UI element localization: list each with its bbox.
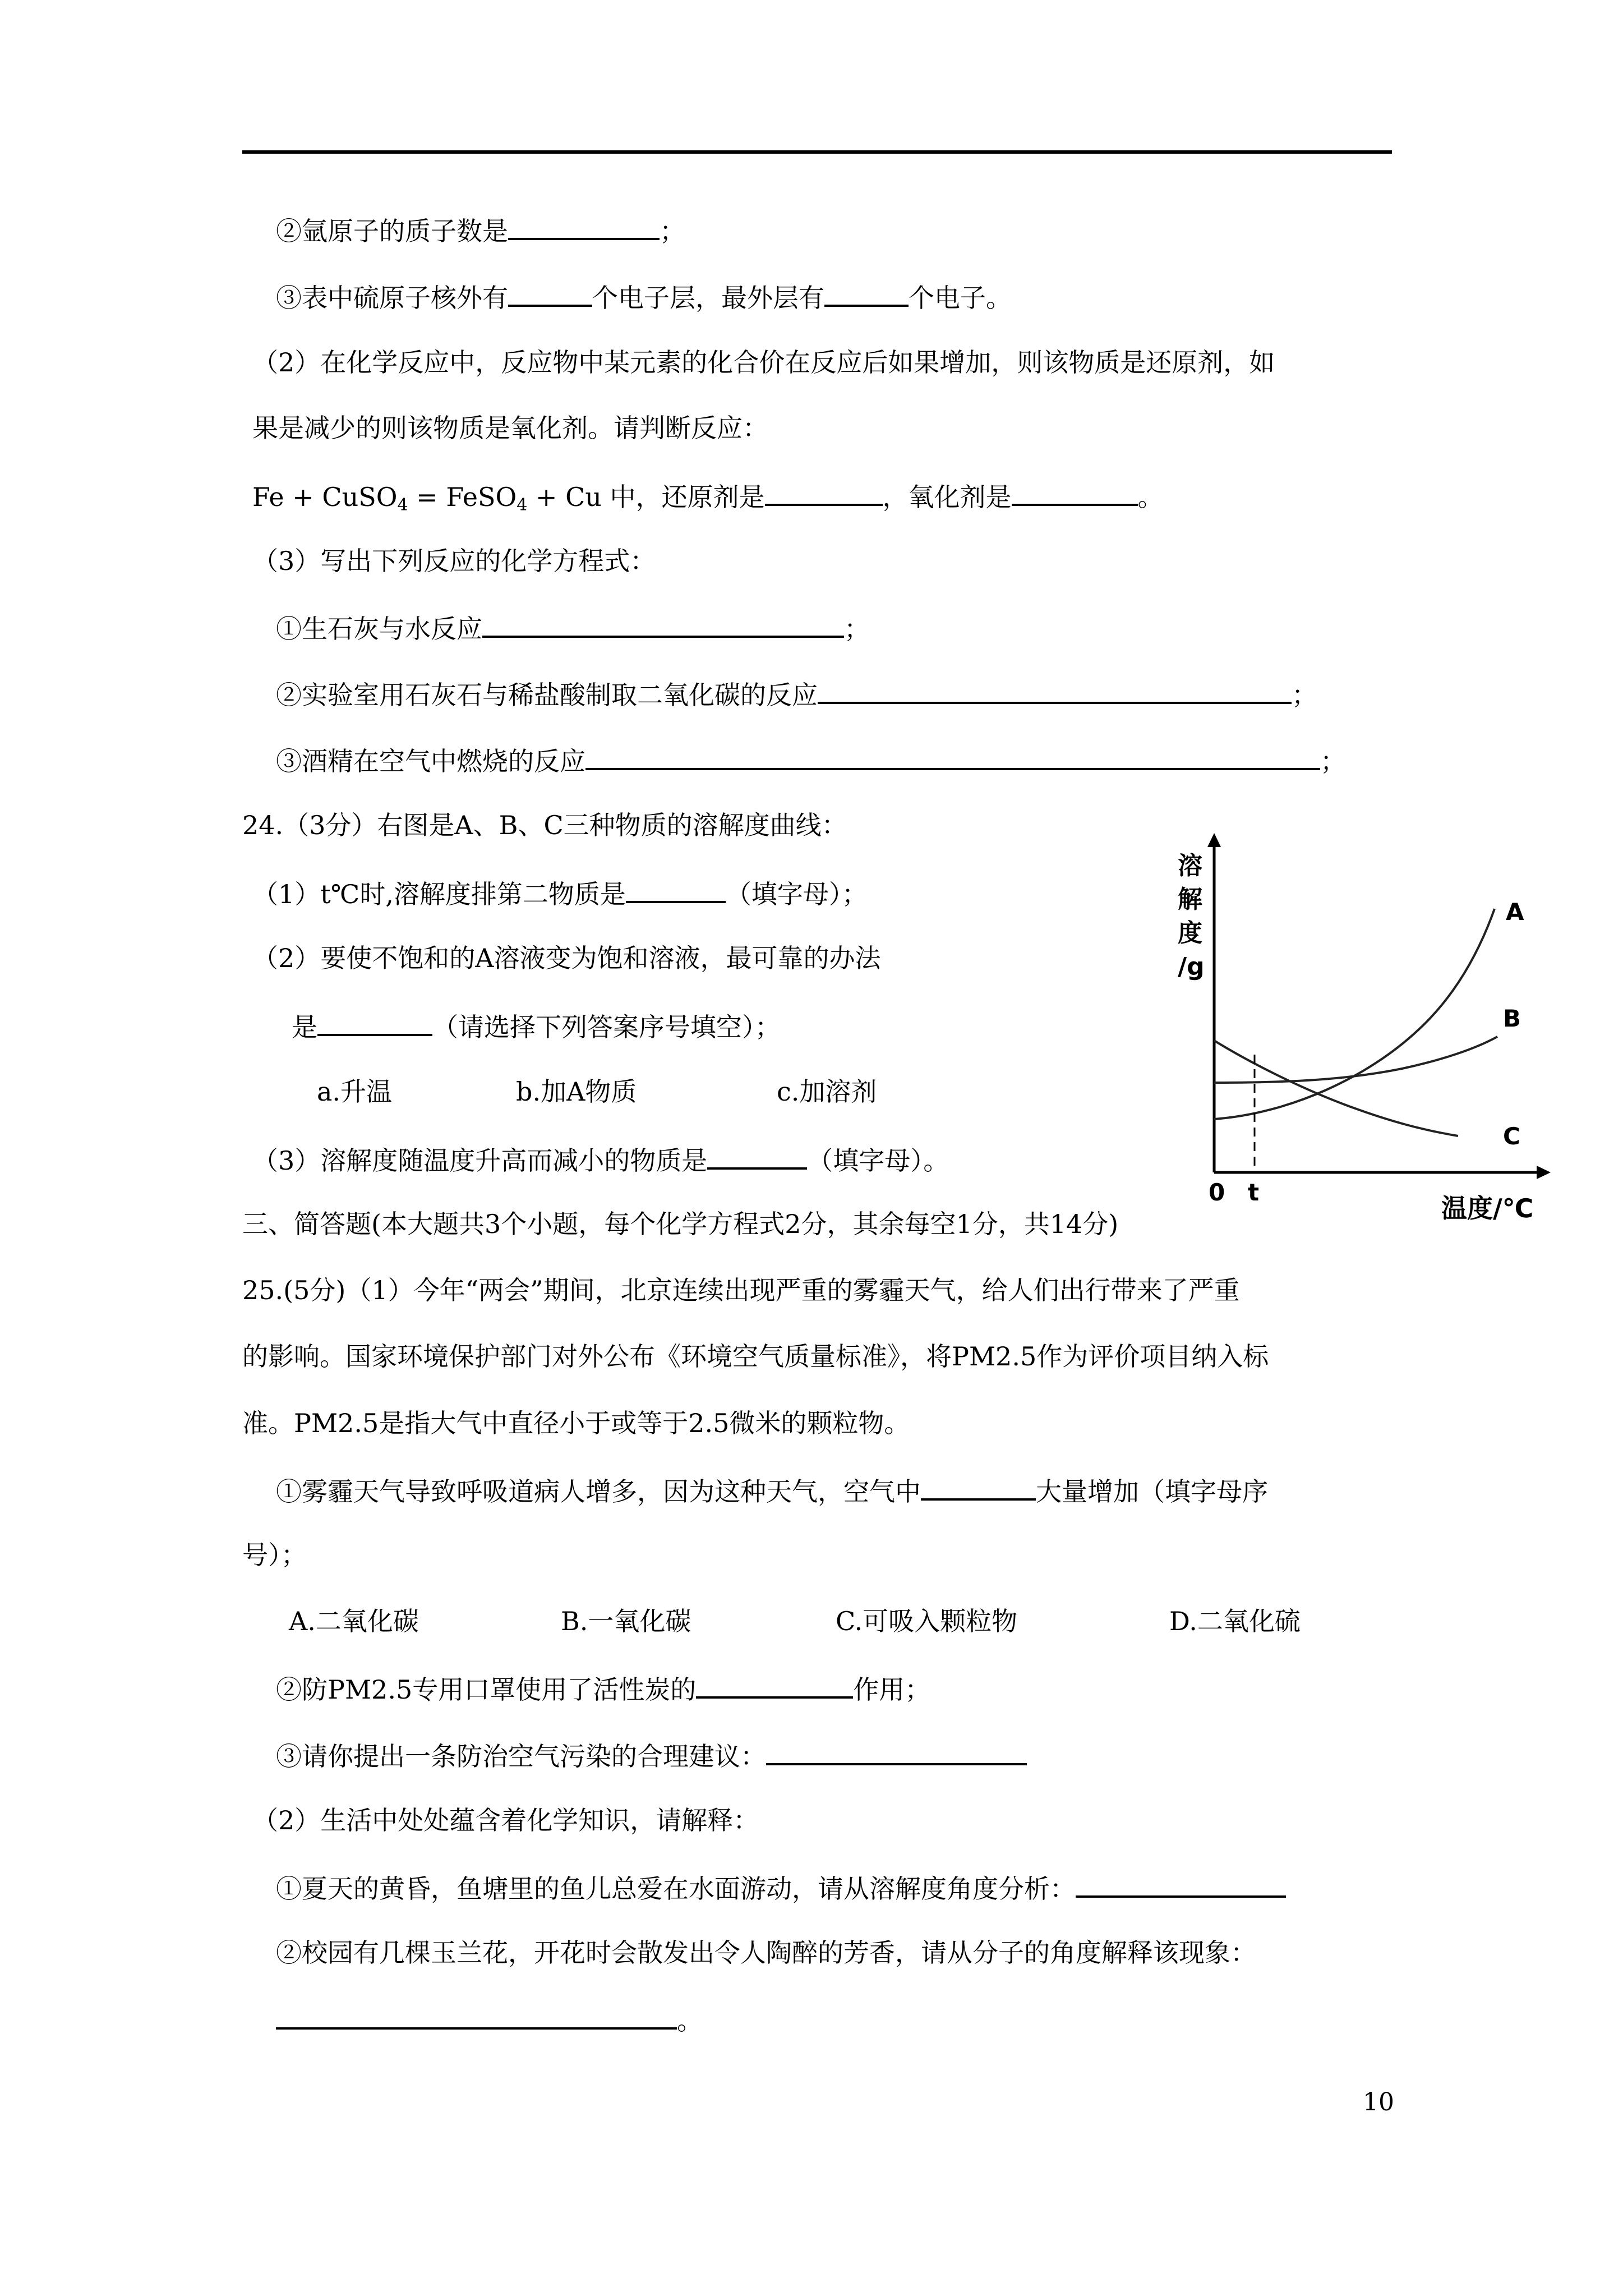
q24-option-c: c.加溶剂 bbox=[777, 1076, 877, 1107]
curve-c bbox=[1214, 1041, 1458, 1136]
answer-blank[interactable] bbox=[696, 1671, 853, 1699]
q25-sub2: ②防PM2.5专用口罩使用了活性炭的 作用； bbox=[276, 1671, 930, 1706]
origin-label: 0 bbox=[1209, 1179, 1225, 1206]
y-label-char: /g bbox=[1178, 953, 1205, 981]
q25-part2-item2-answer: 。 bbox=[276, 2001, 703, 2037]
q25-sub1-cont: 号）； bbox=[242, 1540, 307, 1570]
q25-sub3: ③请你提出一条防治空气污染的合理建议： bbox=[276, 1737, 1027, 1773]
q25-line1: 25.(5分)（1）今年“两会”期间，北京连续出现严重的雾霾天气，给人们出行带来了严重 bbox=[242, 1275, 1240, 1305]
q23-reaction-1: ①生石灰与水反应 ； bbox=[276, 610, 870, 646]
q24-option-a: a.升温 bbox=[317, 1076, 393, 1107]
curve-label-c: C bbox=[1503, 1122, 1520, 1150]
q23-part3-title: （3）写出下列反应的化学方程式： bbox=[252, 546, 656, 576]
x-axis-arrow bbox=[1537, 1166, 1551, 1179]
y-label-char: 解 bbox=[1178, 885, 1202, 914]
answer-blank[interactable] bbox=[818, 676, 1292, 704]
answer-blank[interactable] bbox=[508, 212, 660, 240]
q23-line-3: ③表中硫原子核外有 个电子层，最外层有 个电子。 bbox=[276, 279, 1012, 315]
q23-reaction-2: ②实验室用石灰石与稀盐酸制取二氧化碳的反应 ； bbox=[276, 676, 1317, 712]
q25-option-a: A.二氧化碳 bbox=[289, 1606, 419, 1636]
curve-b bbox=[1214, 1037, 1497, 1083]
q24-part2-line1: （2）要使不饱和的A溶液变为饱和溶液，最可靠的办法 bbox=[252, 943, 881, 973]
q24-part2-line2: 是 （请选择下列答案序号填空）； bbox=[292, 1008, 781, 1044]
q25-part2-title: （2）生活中处处蕴含着化学知识，请解释： bbox=[252, 1805, 759, 1835]
q25-option-b: B.一氧化碳 bbox=[561, 1606, 691, 1636]
q23-reaction-3: ③酒精在空气中燃烧的反应 ； bbox=[276, 742, 1346, 778]
answer-blank[interactable] bbox=[317, 1008, 432, 1036]
q25-part2-item2: ②校园有几棵玉兰花，开花时会散发出令人陶醉的芳香，请从分子的角度解释该现象： bbox=[276, 1938, 1256, 1968]
answer-blank[interactable] bbox=[508, 279, 592, 307]
section-3-heading: 三、简答题(本大题共3个小题，每个化学方程式2分，其余每空1分，共14分) bbox=[242, 1209, 1119, 1239]
q25-line2: 的影响。国家环境保护部门对外公布《环境空气质量标准》，将PM2.5作为评价项目纳入标 bbox=[242, 1341, 1269, 1372]
answer-blank[interactable] bbox=[482, 610, 844, 638]
solubility-curve-figure bbox=[1178, 830, 1559, 1223]
curve-label-b: B bbox=[1503, 1005, 1521, 1032]
answer-blank[interactable] bbox=[276, 2001, 677, 2030]
y-axis-arrow bbox=[1207, 833, 1221, 847]
curve-a bbox=[1214, 909, 1495, 1119]
answer-blank[interactable] bbox=[921, 1473, 1036, 1501]
oxidizer-blank[interactable] bbox=[1012, 478, 1138, 506]
answer-blank[interactable] bbox=[1076, 1870, 1286, 1898]
q24-part3: （3）溶解度随温度升高而减小的物质是 （填字母）。 bbox=[252, 1142, 949, 1177]
q23-part2-line2: 果是减少的则该物质是氧化剂。请判断反应： bbox=[252, 413, 768, 443]
header-rule bbox=[242, 150, 1392, 154]
q25-part2-item1: ①夏天的黄昏，鱼塘里的鱼儿总爱在水面游动，请从溶解度角度分析： bbox=[276, 1870, 1286, 1906]
y-label-char: 溶 bbox=[1178, 852, 1202, 880]
q24-part1: （1）t℃时,溶解度排第二物质是 （填字母）； bbox=[252, 875, 868, 911]
q25-option-c: C.可吸入颗粒物 bbox=[836, 1606, 1018, 1636]
q25-line3: 准。PM2.5是指大气中直径小于或等于2.5微米的颗粒物。 bbox=[242, 1408, 910, 1438]
q23-equation-line: Fe + CuSO$_4$ = FeSO$_4$ + Cu 中，还原剂是 ，氧化剂是 。 bbox=[252, 478, 1164, 514]
q25-option-d: D.二氧化硫 bbox=[1169, 1606, 1301, 1636]
q24-option-b: b.加A物质 bbox=[516, 1076, 637, 1107]
x-axis-label: 温度/℃ bbox=[1441, 1193, 1534, 1223]
t-label: t bbox=[1248, 1179, 1260, 1206]
y-label-char: 度 bbox=[1178, 919, 1202, 947]
curve-label-a: A bbox=[1506, 898, 1524, 926]
q25-sub1: ①雾霾天气导致呼吸道病人增多，因为这种天气，空气中 大量增加（填字母序 bbox=[276, 1473, 1268, 1508]
answer-blank[interactable] bbox=[707, 1142, 807, 1170]
q24-title: 24.（3分）右图是A、B、C三种物质的溶解度曲线： bbox=[242, 810, 847, 840]
page-number: 10 bbox=[1363, 2088, 1394, 2116]
answer-blank[interactable] bbox=[766, 1737, 1027, 1765]
reducer-blank[interactable] bbox=[765, 478, 883, 506]
answer-blank[interactable] bbox=[626, 875, 726, 903]
answer-blank[interactable] bbox=[824, 279, 909, 307]
q23-part2-line1: （2）在化学反应中，反应物中某元素的化合价在反应后如果增加，则该物质是还原剂，如 bbox=[252, 347, 1275, 378]
answer-blank[interactable] bbox=[585, 742, 1320, 770]
q23-line-2: ②氩原子的质子数是 ； bbox=[276, 212, 685, 248]
